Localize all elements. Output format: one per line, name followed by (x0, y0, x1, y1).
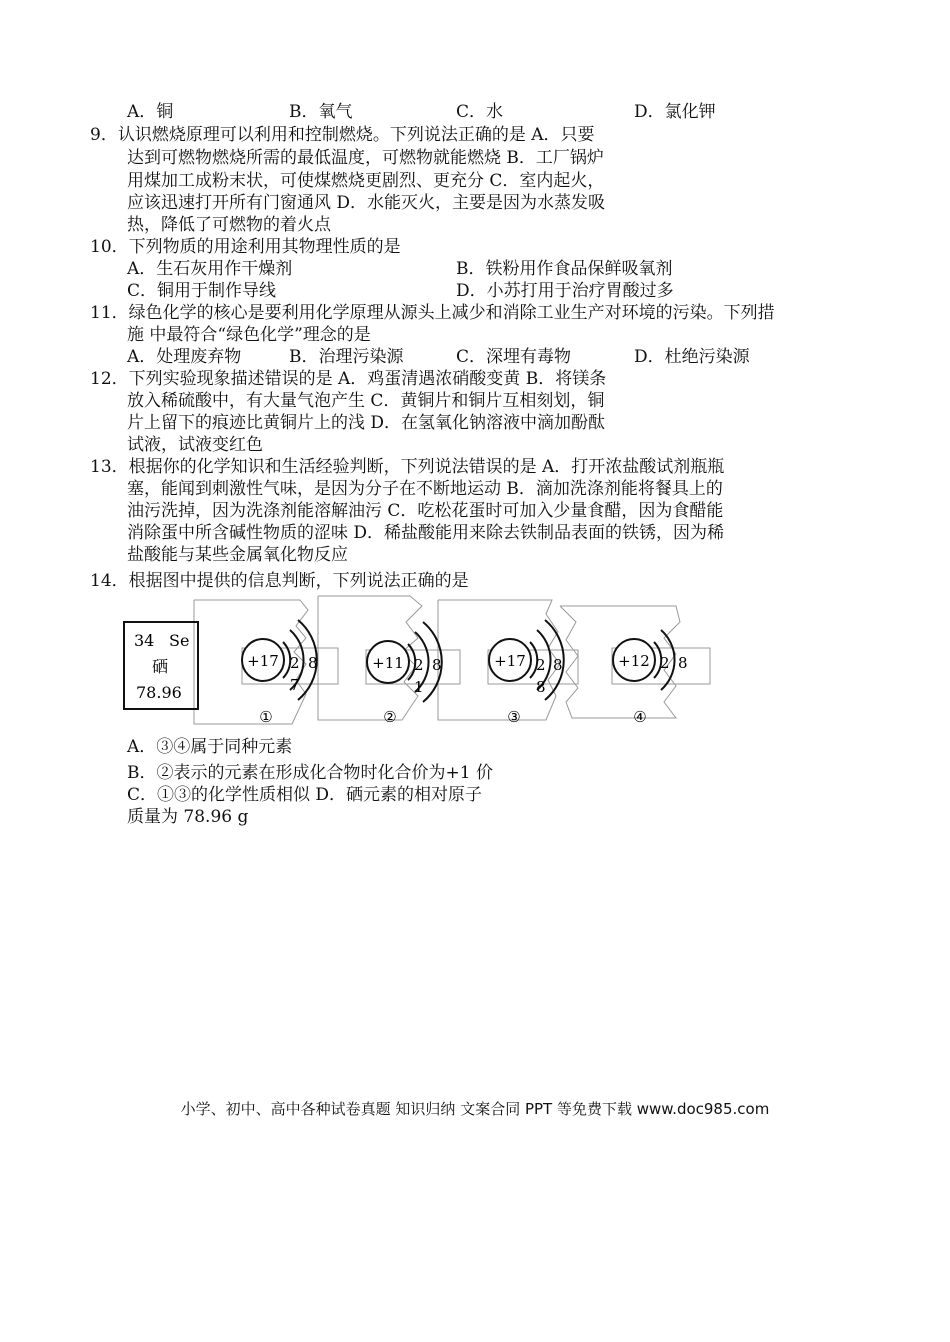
atom-label-1: ① (259, 708, 273, 726)
q12-line-3: 片上留下的痕迹比黄铜片上的浅 D．在氢氧化钠溶液中滴加酚酞 (127, 413, 606, 433)
q12-line-4: 试液，试液变红色 (127, 435, 263, 455)
atom-label-3: ③ (507, 708, 521, 726)
electrons-shell1-1: 2 (290, 654, 300, 672)
q9-line-3: 用煤加工成粉末状，可使煤燃烧更剧烈、更充分 C．室内起火， (127, 171, 605, 191)
q14-option-line-3: C．①③的化学性质相似 D．硒元素的相对原子 (127, 785, 483, 805)
q9-line-1: 9．认识燃烧原理可以利用和控制燃烧。下列说法正确的是 A．只要 (90, 125, 595, 145)
q9-line-4: 应该迅速打开所有门窗通风 D．水能灭火，主要是因为水蒸发吸 (127, 193, 606, 213)
q14-stem: 14．根据图中提供的信息判断，下列说法正确的是 (90, 571, 469, 591)
nucleus-charge-3: +17 (494, 652, 526, 670)
electrons-shell3-1: 7 (290, 676, 300, 694)
atom-label-2: ② (383, 708, 397, 726)
q13-line-5: 盐酸能与某些金属氧化物反应 (127, 545, 348, 565)
q11-line-2: 施 中最符合“绿色化学”理念的是 (127, 325, 371, 345)
atom-label-4: ④ (633, 708, 647, 726)
q12-line-2: 放入稀硫酸中，有大量气泡产生 C．黄铜片和铜片互相刻划，铜 (127, 391, 605, 411)
atom-structure-1 (242, 620, 318, 726)
atom-structure-3 (489, 620, 564, 726)
q8-options (0, 101, 950, 123)
q10-stem: 10．下列物质的用途利用其物理性质的是 (90, 237, 401, 257)
electrons-shell2-4: 8 (678, 654, 688, 672)
q8-option-d: D．氯化钾 (634, 102, 716, 122)
q13-line-3: 油污洗掉，因为洗涤剂能溶解油污 C．吃松花蛋时可加入少量食醋，因为食醋能 (127, 501, 724, 521)
q14-option-line-4: 质量为 78.96 g (127, 807, 249, 827)
q10-option-a: A．生石灰用作干燥剂 (127, 259, 293, 279)
electrons-shell3-2: 1 (414, 678, 424, 696)
page-footer: 小学、初中、高中各种试卷真题 知识归纳 文案合同 PPT 等免费下载 www.doc985.com (180, 1100, 770, 1118)
q13-line-1: 13．根据你的化学知识和生活经验判断，下列说法错误的是 A．打开浓盐酸试剂瓶瓶 (90, 457, 725, 477)
q11-option-b: B．治理污染源 (289, 347, 404, 367)
q14-option-line-1: A．③④属于同种元素 (127, 737, 293, 757)
electrons-shell2-1: 8 (308, 654, 318, 672)
atom-structure-2 (367, 622, 442, 726)
q11-line-1: 11．绿色化学的核心是要利用化学原理从源头上减少和消除工业生产对环境的污染。下列措 (90, 303, 775, 323)
atom-structure-figure (0, 592, 950, 732)
nucleus-charge-4: +12 (618, 652, 650, 670)
q8-option-a: A．铜 (127, 102, 174, 122)
q10-option-d: D．小苏打用于治疗胃酸过多 (456, 281, 674, 301)
q10-option-c: C．铜用于制作导线 (127, 281, 277, 301)
element-relative-mass: 78.96 (136, 683, 182, 702)
q11-option-a: A．处理废弃物 (127, 347, 242, 367)
nucleus-charge-1: +17 (247, 652, 279, 670)
element-name: 硒 (152, 657, 169, 676)
electrons-shell1-4: 2 (660, 654, 670, 672)
atom-structure-4 (613, 630, 688, 726)
element-atomic-number: 34 (134, 631, 155, 650)
q13-line-2: 塞，能闻到刺激性气味，是因为分子在不断地运动 B．滴加洗涤剂能将餐具上的 (127, 479, 723, 499)
q8-option-b: B．氧气 (289, 102, 353, 122)
electrons-shell2-3: 8 (553, 656, 563, 674)
q11-option-c: C．深埋有毒物 (456, 347, 572, 367)
q12-line-1: 12．下列实验现象描述错误的是 A．鸡蛋清遇浓硝酸变黄 B．将镁条 (90, 369, 607, 389)
q10-option-b: B．铁粉用作食品保鲜吸氧剂 (456, 259, 673, 279)
element-symbol: Se (169, 631, 190, 650)
electrons-shell3-3: 8 (536, 678, 546, 696)
q8-option-c: C．水 (456, 102, 504, 122)
q13-line-4: 消除蛋中所含碱性物质的涩味 D．稀盐酸能用来除去铁制品表面的铁锈，因为稀 (127, 523, 725, 543)
q11-options (0, 346, 950, 368)
q11-option-d: D．杜绝污染源 (634, 347, 750, 367)
q9-line-5: 热，降低了可燃物的着火点 (127, 215, 331, 235)
electrons-shell1-3: 2 (536, 656, 546, 674)
nucleus-charge-2: +11 (372, 654, 404, 672)
electrons-shell2-2: 8 (432, 656, 442, 674)
electrons-shell1-2: 2 (414, 656, 424, 674)
q14-option-line-2: B．②表示的元素在形成化合物时化合价为+1 价 (127, 763, 493, 783)
q9-line-2: 达到可燃物燃烧所需的最低温度，可燃物就能燃烧 B．工厂锅炉 (127, 148, 604, 168)
